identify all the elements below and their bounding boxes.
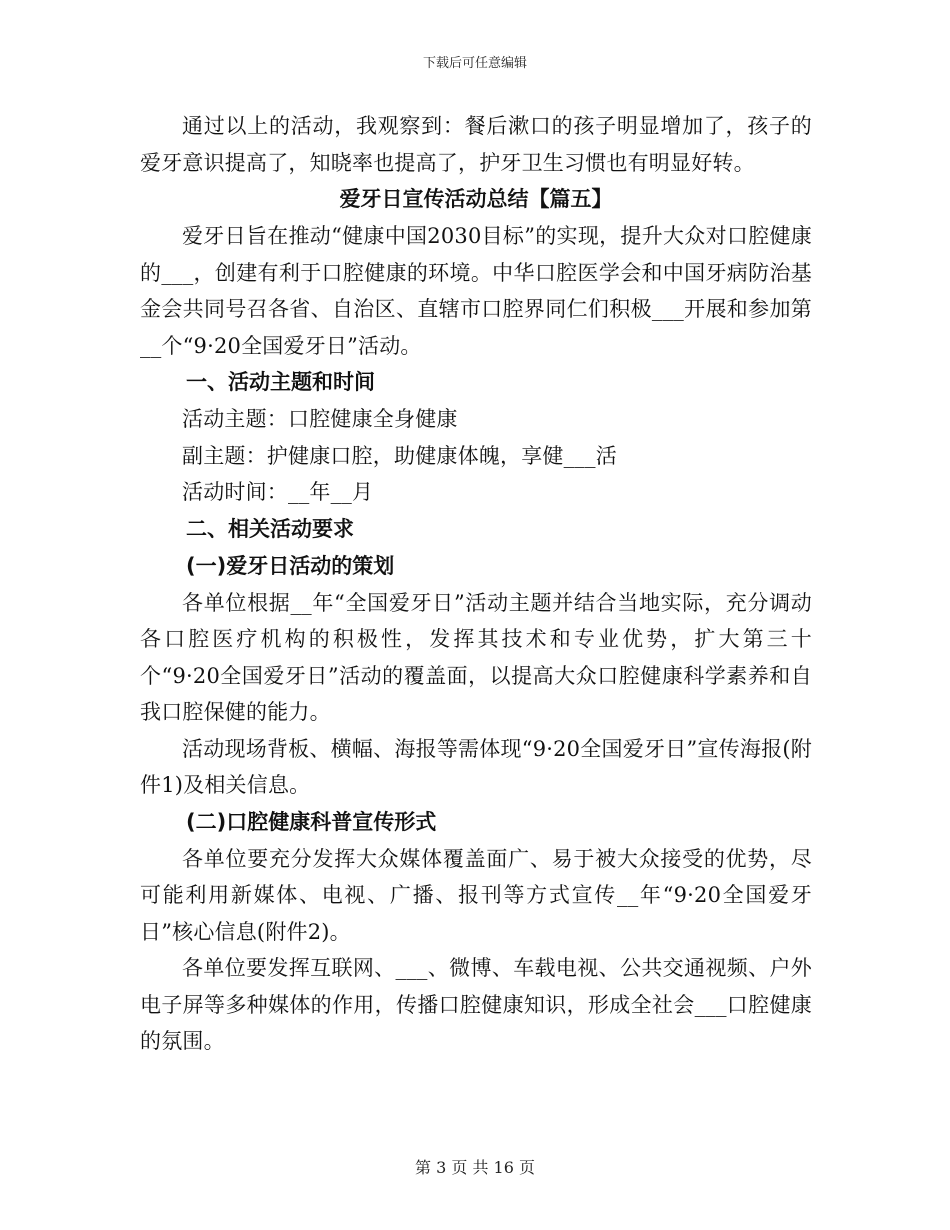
heading-requirements: 二、相关活动要求 <box>186 516 354 541</box>
paragraph-theme: 活动主题：口腔健康全身健康 <box>182 407 458 431</box>
paragraph-media: 各单位要充分发挥大众媒体覆盖面广、易于被大众接受的优势，尽可能利用新媒体、电视、广播、报刊等方式宣传__年“9·20全国爱牙日”核心信息(附件2)。 <box>140 846 812 944</box>
heading-theme-and-time: 一、活动主题和时间 <box>186 370 375 394</box>
paragraph-intro: 爱牙日旨在推动“健康中国2030目标”的实现，提升大众对口腔健康的___，创建有利于口腔健康的环境。中华口腔医学会和中国牙病防治基金会共同号召各省、自治区、直辖市口腔界同仁们积极___开展和参加第__个“9·20全国爱牙日”活动。 <box>140 224 812 358</box>
paragraph-subtheme: 副主题：护健康口腔，助健康体魄，享健___活 <box>182 443 617 468</box>
heading-planning: (一)爱牙日活动的策划 <box>186 553 395 578</box>
paragraph-planning: 各单位根据__年“全国爱牙日”活动主题并结合当地实际，充分调动各口腔医疗机构的积极性，发挥其技术和专业优势，扩大第三十个“9·20全国爱牙日”活动的覆盖面，以提高大众口腔健康科学素养和自我口腔保健的能力。 <box>140 590 812 724</box>
page-header: 下载后可任意编辑 <box>422 56 527 71</box>
section-title: 爱牙日宣传活动总结【篇五】 <box>339 187 613 211</box>
heading-publicity: (二)口腔健康科普宣传形式 <box>186 809 437 834</box>
paragraph-venue: 活动现场背板、横幅、海报等需体现“9·20全国爱牙日”宣传海报(附件1)及相关信息。 <box>140 736 812 797</box>
page-footer: 第 3 页 共 16 页 <box>415 1158 535 1177</box>
paragraph-activity-observation: 通过以上的活动，我观察到：餐后漱口的孩子明显增加了，孩子的爱牙意识提高了，知晓率也提高了，护牙卫生习惯也有明显好转。 <box>140 114 812 175</box>
paragraph-time: 活动时间：__年__月 <box>182 480 374 504</box>
paragraph-internet: 各单位要发挥互联网、___、微博、车载电视、公共交通视频、户外电子屏等多种媒体的作用，传播口腔健康知识，形成全社会___口腔健康的氛围。 <box>140 956 812 1053</box>
document-body <box>140 108 812 1060</box>
